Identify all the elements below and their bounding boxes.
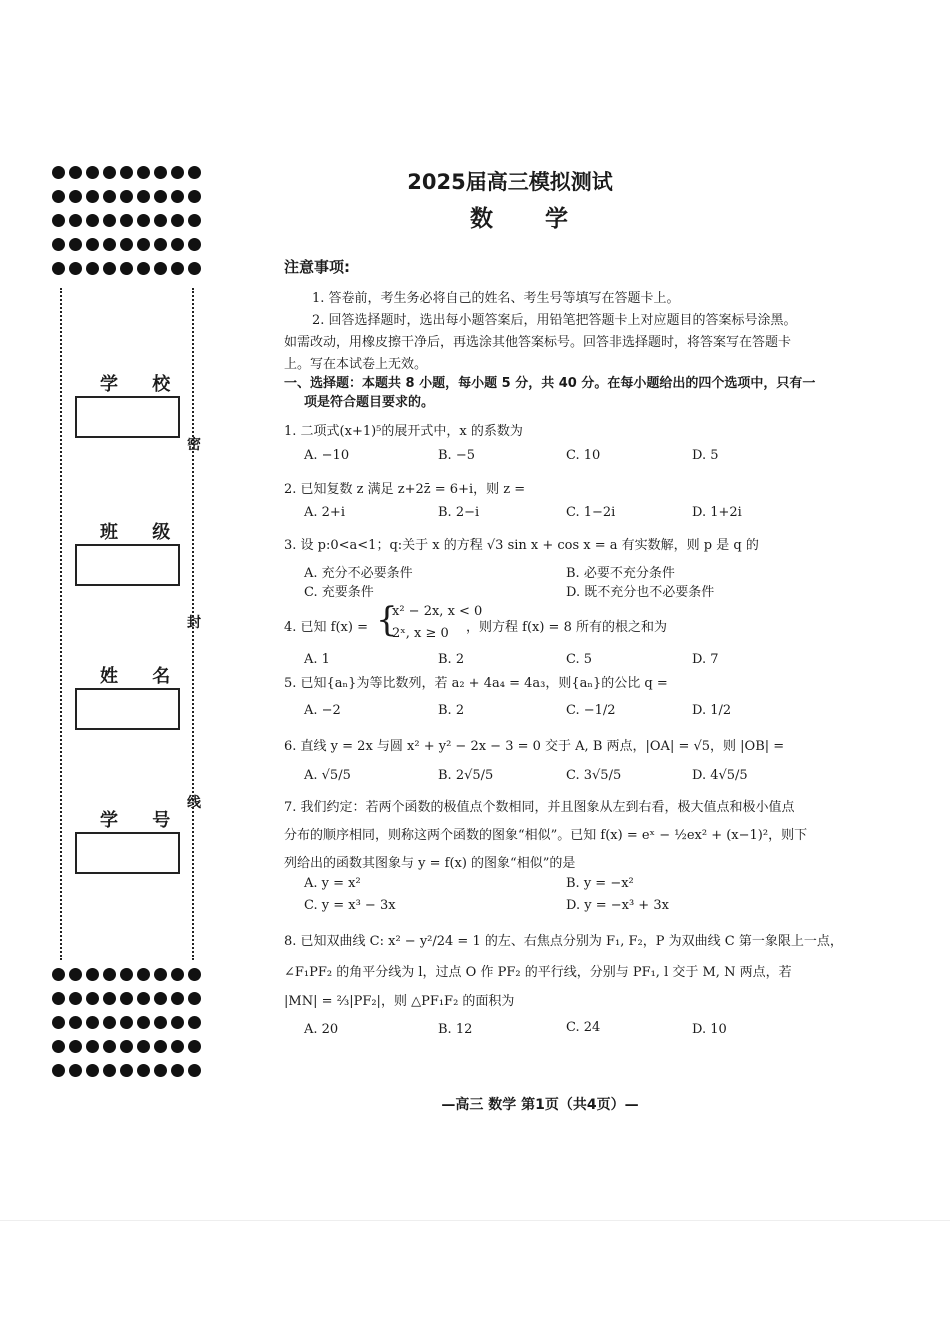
question-4-case-1: x² − 2x, x < 0 <box>392 604 483 619</box>
section-heading: 一、选择题：本题共 8 小题，每小题 5 分，共 40 分。在每小题给出的四个选项中，只有一 <box>284 376 816 391</box>
question-1-option-b[interactable]: B. −5 <box>438 448 475 463</box>
student-id-field[interactable] <box>75 832 180 874</box>
question-2-stem: 2. 已知复数 z 满足 z+2z̄ = 6+i，则 z = <box>284 482 526 497</box>
student-id-label: 学 号 <box>100 810 185 831</box>
section-heading-cont: 项是符合题目要求的。 <box>304 395 435 410</box>
top-dot-pattern <box>52 166 204 286</box>
question-6-stem: 6. 直线 y = 2x 与圆 x² + y² − 2x − 3 = 0 交于 A, B 两点，|OA| = √5，则 |OB| = <box>284 739 785 754</box>
question-7-line: 分布的顺序相同，则称这两个函数的图象“相似”。已知 f(x) = eˣ − ½ex² + (x−1)²，则下 <box>284 828 808 843</box>
school-field[interactable] <box>75 396 180 438</box>
binding-line-left <box>60 288 62 960</box>
question-7-line: 7. 我们约定：若两个函数的极值点个数相同，并且图象从左到右看，极大值点和极小值点 <box>284 800 795 815</box>
question-4-option-c[interactable]: C. 5 <box>566 652 593 667</box>
question-2-option-c[interactable]: C. 1−2i <box>566 505 616 520</box>
question-3-stem: 3. 设 p:0<a<1；q:关于 x 的方程 √3 sin x + cos x = a 有实数解，则 p 是 q 的 <box>284 538 759 553</box>
question-7-option-a[interactable]: A. y = x² <box>304 876 361 891</box>
question-3-option-b[interactable]: B. 必要不充分条件 <box>566 566 675 581</box>
notice-line: 上。写在本试卷上无效。 <box>284 357 428 372</box>
question-4-option-a[interactable]: A. 1 <box>304 652 330 667</box>
question-5-option-d[interactable]: D. 1/2 <box>692 703 732 718</box>
question-2-option-b[interactable]: B. 2−i <box>438 505 480 520</box>
question-1-stem: 1. 二项式(x+1)⁵的展开式中，x 的系数为 <box>284 424 523 439</box>
name-label: 姓 名 <box>100 666 185 687</box>
question-8-option-d[interactable]: D. 10 <box>692 1022 727 1037</box>
class-label: 班 级 <box>100 522 185 543</box>
question-4-option-d[interactable]: D. 7 <box>692 652 719 667</box>
question-4-option-b[interactable]: B. 2 <box>438 652 465 667</box>
question-7-option-c[interactable]: C. y = x³ − 3x <box>304 898 396 913</box>
question-3-option-a[interactable]: A. 充分不必要条件 <box>304 566 413 581</box>
question-8-line: 8. 已知双曲线 C: x² − y²/24 = 1 的左、右焦点分别为 F₁, F₂，P 为双曲线 C 第一象限上一点， <box>284 934 843 949</box>
question-4-stem-b: ，则方程 f(x) = 8 所有的根之和为 <box>466 620 667 635</box>
seal-char-mi: 密 <box>187 437 201 453</box>
page-edge <box>0 1220 950 1221</box>
question-7-option-d[interactable]: D. y = −x³ + 3x <box>566 898 669 913</box>
question-4-brace: { <box>376 600 398 640</box>
question-3-option-d[interactable]: D. 既不充分也不必要条件 <box>566 585 715 600</box>
question-3-option-c[interactable]: C. 充要条件 <box>304 585 374 600</box>
question-1-option-a[interactable]: A. −10 <box>304 448 350 463</box>
question-8-option-a[interactable]: A. 20 <box>304 1022 339 1037</box>
question-6-option-a[interactable]: A. √5/5 <box>304 768 351 783</box>
question-5-stem: 5. 已知{aₙ}为等比数列，若 a₂ + 4a₄ = 4a₃，则{aₙ}的公比 q = <box>284 676 668 691</box>
notice-line: 2. 回答选择题时，选出每小题答案后，用铅笔把答题卡上对应题目的答案标号涂黑。 <box>312 313 797 328</box>
question-8-option-b[interactable]: B. 12 <box>438 1022 473 1037</box>
question-7-line: 列给出的函数其图象与 y = f(x) 的图象“相似”的是 <box>284 856 576 871</box>
question-1-option-d[interactable]: D. 5 <box>692 448 719 463</box>
question-6-option-c[interactable]: C. 3√5/5 <box>566 768 622 783</box>
name-field[interactable] <box>75 688 180 730</box>
question-5-option-c[interactable]: C. −1/2 <box>566 703 616 718</box>
question-4-case-2: 2ˣ, x ≥ 0 <box>392 626 449 641</box>
seal-char-feng: 封 <box>187 615 201 631</box>
school-label: 学 校 <box>100 374 185 395</box>
question-2-option-a[interactable]: A. 2+i <box>304 505 345 520</box>
question-8-option-c[interactable]: C. 24 <box>566 1020 601 1035</box>
question-4-stem-a: 4. 已知 f(x) = <box>284 620 368 635</box>
exam-title: 2025届高三模拟测试 <box>407 170 613 194</box>
exam-subject: 数 学 <box>470 206 591 232</box>
question-8-line: |MN| = ⅔|PF₂|，则 △PF₁F₂ 的面积为 <box>284 994 515 1009</box>
page-footer: —高三 数学 第1页（共4页）— <box>441 1097 639 1113</box>
question-1-option-c[interactable]: C. 10 <box>566 448 601 463</box>
seal-char-xian: 线 <box>187 795 201 811</box>
question-2-option-d[interactable]: D. 1+2i <box>692 505 742 520</box>
class-field[interactable] <box>75 544 180 586</box>
bottom-dot-pattern <box>52 968 204 1088</box>
notice-line: 如需改动，用橡皮擦干净后，再选涂其他答案标号。回答非选择题时，将答案写在答题卡 <box>284 335 792 350</box>
question-5-option-a[interactable]: A. −2 <box>304 703 341 718</box>
question-6-option-b[interactable]: B. 2√5/5 <box>438 768 494 783</box>
notice-heading: 注意事项: <box>284 258 350 276</box>
question-5-option-b[interactable]: B. 2 <box>438 703 465 718</box>
question-6-option-d[interactable]: D. 4√5/5 <box>692 768 748 783</box>
notice-line: 1. 答卷前，考生务必将自己的姓名、考生号等填写在答题卡上。 <box>312 291 680 306</box>
question-7-option-b[interactable]: B. y = −x² <box>566 876 634 891</box>
question-8-line: ∠F₁PF₂ 的角平分线为 l，过点 O 作 PF₂ 的平行线，分别与 PF₁, l 交于 M, N 两点，若 <box>284 965 792 980</box>
